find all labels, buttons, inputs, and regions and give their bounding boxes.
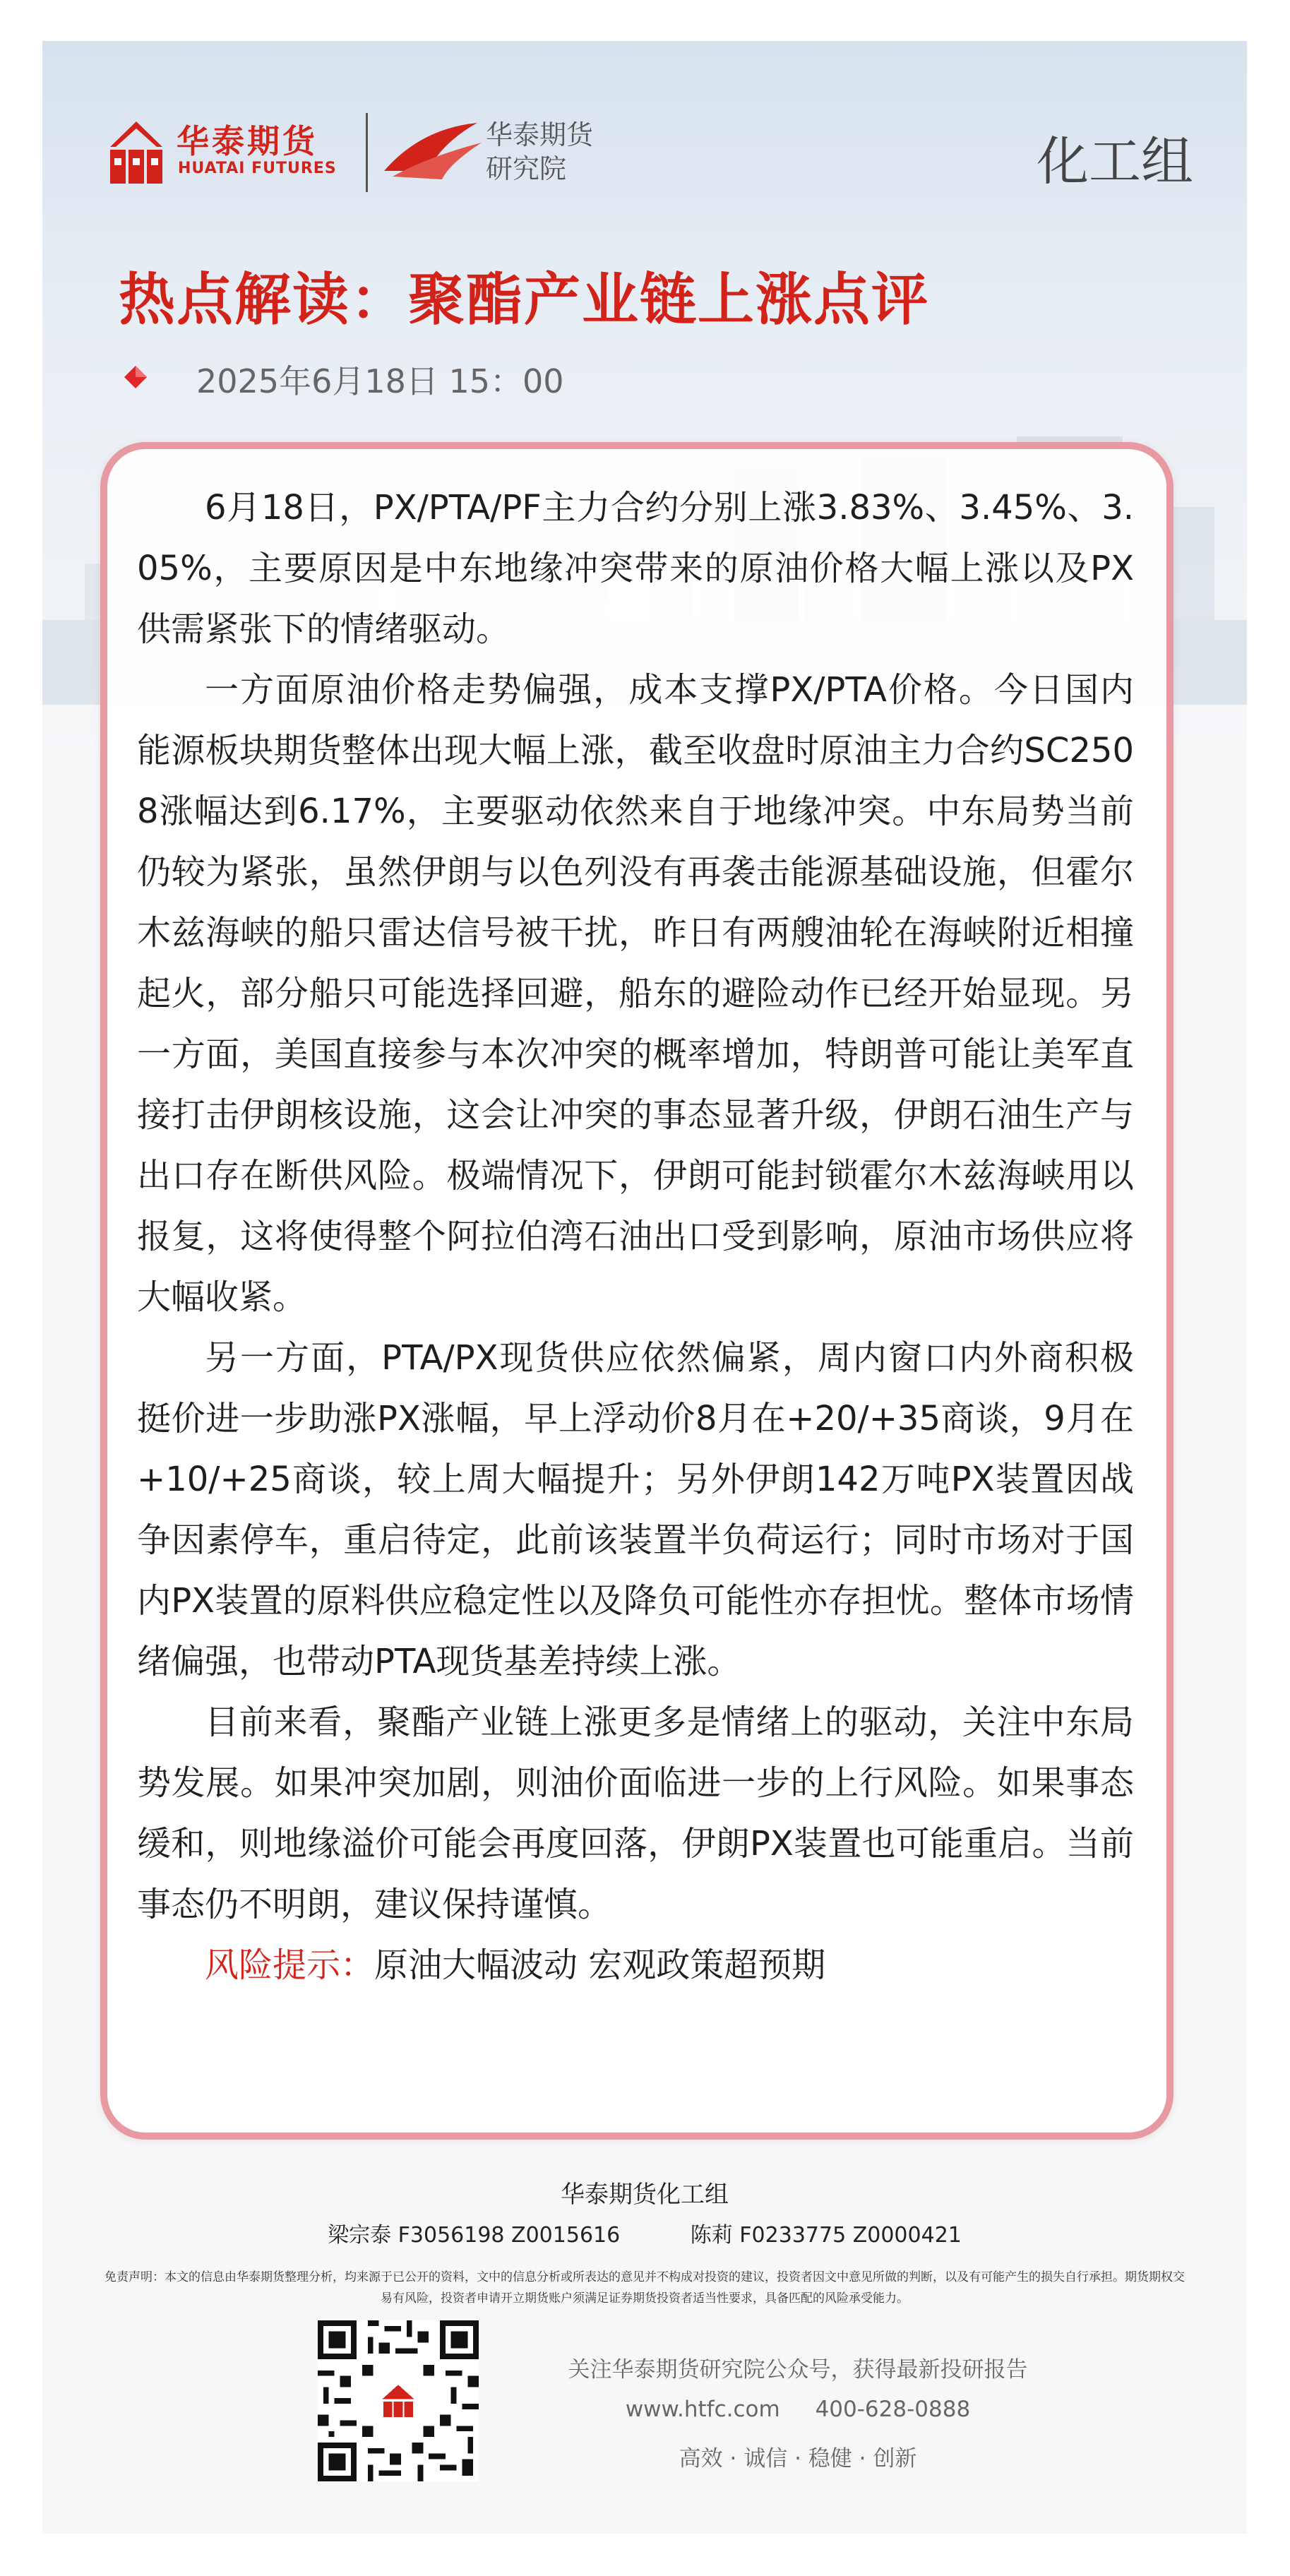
- institute-name-line1: 华泰期货: [486, 119, 594, 150]
- research-institute-logo-icon: [378, 114, 484, 185]
- brand-name-cn: 华泰期货: [177, 122, 318, 160]
- risk-text: 原油大幅波动 宏观政策超预期: [374, 1945, 826, 1985]
- qr-code-icon[interactable]: [318, 2320, 479, 2481]
- paragraph-1: 6月18日，PX/PTA/PF主力合约分别上涨3.83%、3.45%、3.05%，主要原因是中东地缘冲突带来的原油价格大幅上涨以及PX供需紧张下的情绪驱动。: [137, 488, 1134, 649]
- report-page: [42, 41, 1247, 2534]
- phone-number: 400-628-0888: [815, 2397, 971, 2422]
- analyst-list: [42, 2217, 1247, 2248]
- content-card: [100, 442, 1173, 2140]
- follow-prompt: 关注华泰期货研究院公众号，获得最新投研报告: [568, 2357, 1028, 2383]
- article-title: 热点解读：聚酯产业链上涨点评: [119, 267, 929, 333]
- disclaimer: 免责声明：本文的信息由华泰期货整理分析，均来源于已公开的资料，文中的信息分析或所表达的意见并不构成对投资的建议，投资者因文中意见所做的判断，以及有可能产生的损失自行承担。期货期权交易有风险，投资者申请开立期货账户须满足证券期货投资者适当性要求，具备匹配的风险承受能力。: [104, 2270, 1185, 2306]
- paragraph-4: 目前来看，聚酯产业链上涨更多是情绪上的驱动，关注中东局势发展。如果冲突加剧，则油价面临进一步的上行风险。如果事态缓和，则地缘溢价可能会再度回落，伊朗PX装置也可能重启。当前事态仍不明朗，建议保持谨慎。: [137, 1703, 1134, 1924]
- risk-notice: [137, 1935, 1134, 1996]
- logo-divider: [366, 113, 368, 192]
- publish-datetime: 2025年6月18日 15：00: [196, 362, 564, 400]
- paragraph-2: 一方面原油价格走势偏强，成本支撑PX/PTA价格。今日国内能源板块期货整体出现大幅上涨，截至收盘时原油主力合约SC2508涨幅达到6.17%，主要驱动依然来自于地缘冲突。中东局势当前仍较为紧张，虽然伊朗与以色列没有再袭击能源基础设施，但霍尔木兹海峡的船只雷达信号被干扰，昨日有两艘油轮在海峡附近相撞起火，部分船只可能选择回避，船东的避险动作已经开始显现。另一方面，美国直接参与本次冲突的概率增加，特朗普可能让美军直接打击伊朗核设施，这会让冲突的事态显著升级，伊朗石油生产与出口存在断供风险。极端情况下，伊朗可能封锁霍尔木兹海峡用以报复，这将使得整个阿拉伯湾石油出口受到影响，原油市场供应将大幅收紧。: [137, 670, 1134, 1317]
- paragraph-3: 另一方面，PTA/PX现货供应依然偏紧，周内窗口内外商积极挺价进一步助涨PX涨幅，早上浮动价8月在+20/+35商谈，9月在+10/+25商谈，较上周大幅提升；另外伊朗142万吨PX装置因战争因素停车，重启待定，此前该装置半负荷运行；同时市场对于国内PX装置的原料供应稳定性以及降负可能性亦存担忧。整体市场情绪偏强，也带动PTA现货基差持续上涨。: [137, 1338, 1134, 1681]
- group-label: 化工组: [1037, 131, 1193, 192]
- contact-info: [530, 2397, 1066, 2422]
- diamond-bullet-icon: [121, 363, 150, 391]
- analyst-2: 陈莉 F0233775 Z0000421: [690, 2223, 962, 2248]
- team-name: 华泰期货化工组: [561, 2181, 729, 2209]
- huatai-logo-icon: [107, 119, 165, 186]
- analyst-1: 梁宗泰 F3056198 Z0015616: [328, 2223, 621, 2248]
- slogan: 高效 · 诚信 · 稳健 · 创新: [679, 2446, 917, 2471]
- institute-name-line2: 研究院: [486, 153, 567, 184]
- risk-label: 风险提示：: [205, 1945, 375, 1985]
- brand-name-en: HUATAI FUTURES: [178, 160, 337, 177]
- website-link[interactable]: www.htfc.com: [625, 2397, 780, 2422]
